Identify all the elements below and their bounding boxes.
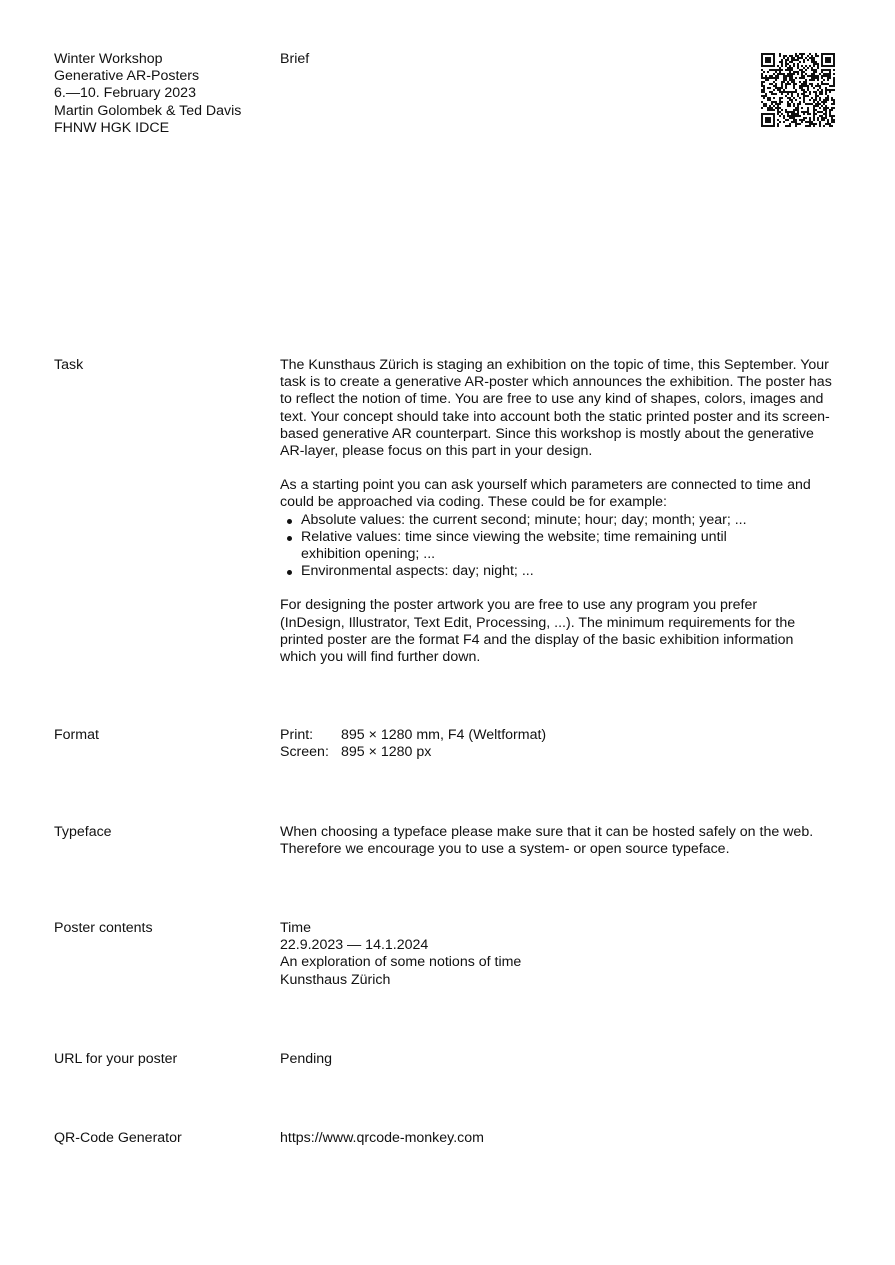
typeface-label: Typeface [54, 824, 112, 840]
qr-code-icon[interactable] [761, 53, 835, 127]
workshop-institution: FHNW HGK IDCE [54, 119, 170, 136]
poster-title: Time [280, 920, 312, 936]
url-value: Pending [280, 1051, 333, 1067]
poster-contents [280, 920, 840, 989]
format-row-screen [280, 744, 840, 761]
poster-venue: Kunsthaus Zürich [280, 971, 391, 988]
format-section [280, 727, 840, 761]
list-item: Environmental aspects: day; night; ... [301, 563, 771, 580]
task-paragraph-1: The Kunsthaus Zürich is staging an exhibition on the topic of time, this September. Your task is to create a generative AR-poster which announces the exhibition. The poster has to reflect the notion of time. You are free to use any kind of shapes, colors, images and text. Your concept should take into account both the static printed poster and its screen-based generative AR counterpart. Since this workshop is mostly about the generative AR-layer, please focus on this part in your design. [280, 357, 832, 460]
task-paragraph-2: As a starting point you can ask yourself which parameters are connected to time and could be approached via coding. These could be for example: [280, 477, 811, 511]
task-label: Task [54, 357, 84, 373]
poster-subtitle: An exploration of some notions of time [280, 954, 522, 971]
typeface-text: When choosing a typeface please make sure that it can be hosted safely on the web. Therefore we encourage you to use a system- or open source typeface. [280, 824, 814, 858]
format-value: 895 × 1280 px [341, 744, 432, 761]
list-item: Absolute values: the current second; minute; hour; day; month; year; ... [301, 512, 771, 529]
poster-contents-label: Poster contents [54, 920, 153, 936]
task-paragraph-3: For designing the poster artwork you are free to use any program you prefer (InDesign, Illustrator, Text Edit, Processing, ...). The minimum requirements for the printed poster are the format F4 and the display of the basic exhibition information which you will find further down. [280, 597, 796, 666]
format-key: Print: [280, 727, 314, 743]
format-label: Format [54, 727, 99, 743]
list-item: Relative values: time since viewing the website; time remaining until exhibition opening; ... [301, 529, 771, 563]
workshop-title: Winter Workshop [54, 51, 163, 67]
workshop-subtitle: Generative AR-Posters [54, 68, 200, 85]
poster-dates: 22.9.2023 — 14.1.2024 [280, 937, 429, 954]
qr-generator-label: QR-Code Generator [54, 1130, 182, 1146]
page-title: Brief [280, 51, 310, 67]
format-key: Screen: [280, 744, 329, 761]
workshop-dates: 6.—10. February 2023 [54, 85, 196, 102]
parameter-list [280, 512, 771, 581]
workshop-tutors: Martin Golombek & Ted Davis [54, 102, 242, 119]
task-section [280, 357, 840, 666]
url-label: URL for your poster [54, 1051, 178, 1067]
format-value: 895 × 1280 mm, F4 (Weltformat) [341, 727, 547, 743]
format-row-print [280, 727, 840, 744]
qr-generator-link[interactable]: https://www.qrcode-monkey.com [280, 1130, 484, 1146]
workshop-info [54, 51, 241, 137]
